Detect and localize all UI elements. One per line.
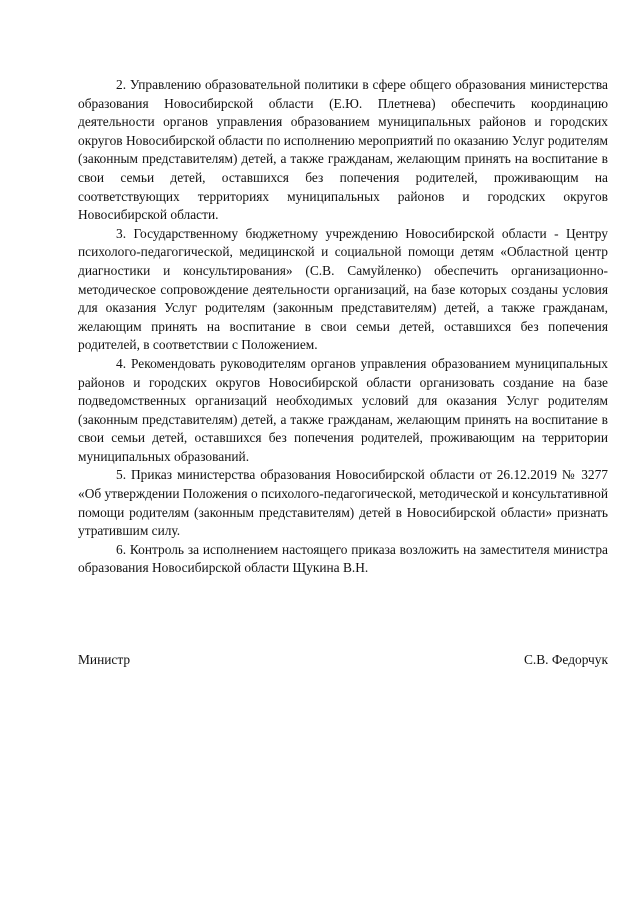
signatory-position: Министр: [78, 652, 131, 667]
paragraph-2: 2. Управлению образовательной политики в сфере общего образования министерства образования Новосибирской области (Е.Ю. Плетнева) обеспечить координацию деятельности органов управления образованием муниципальных районов и городских округов Новосибирской области по исполнению мероприятий по оказанию Услуг родителям (законным представителям) детей, а также гражданам, желающим принять на воспитание в свои семьи детей, оставшихся без попечения родителей, проживающим на соответствующих территориях муниципальных районов и городских округов Новосибирской области.: [78, 77, 608, 223]
paragraph-6: 6. Контроль за исполнением настоящего приказа возложить на заместителя министра образования Новосибирской области Щукина В.Н.: [78, 541, 608, 576]
paragraph-3: 3. Государственному бюджетному учреждению Новосибирской области - Центру психолого-педагогической, медицинской и социальной помощи детям «Областной центр диагностики и консультирования» (С.В. Самуйленко) обеспечить организационно-методическое сопровождение деятельности организаций, на базе которых созданы условия для оказания Услуг родителям (законным представителям) детей, а также гражданам, желающим принять на воспитание в свои семьи детей, оставшихся без попечения родителей, в соответствии с Положением.: [78, 225, 608, 353]
signature-block: [78, 651, 608, 670]
paragraph-5: 5. Приказ министерства образования Новосибирской области от 26.12.2019 № 3277 «Об утверждении Положения о психолого-педагогической, методической и консультативной помощи родителям (законным представителям) детей в Новосибирской области» признать утратившим силу.: [78, 467, 608, 539]
paragraph-4: 4. Рекомендовать руководителям органов управления образованием муниципальных районов и городских округов Новосибирской области организовать создание на базе подведомственных организаций необходимых условий для оказания Услуг родителям (законным представителям) детей, а также гражданам, желающим принять на воспитание в свои семьи детей, оставшихся без попечения родителей, проживающим на территории муниципальных образований.: [78, 355, 608, 464]
signatory-name: С.В. Федорчук: [523, 652, 608, 667]
document-body: [78, 76, 608, 578]
